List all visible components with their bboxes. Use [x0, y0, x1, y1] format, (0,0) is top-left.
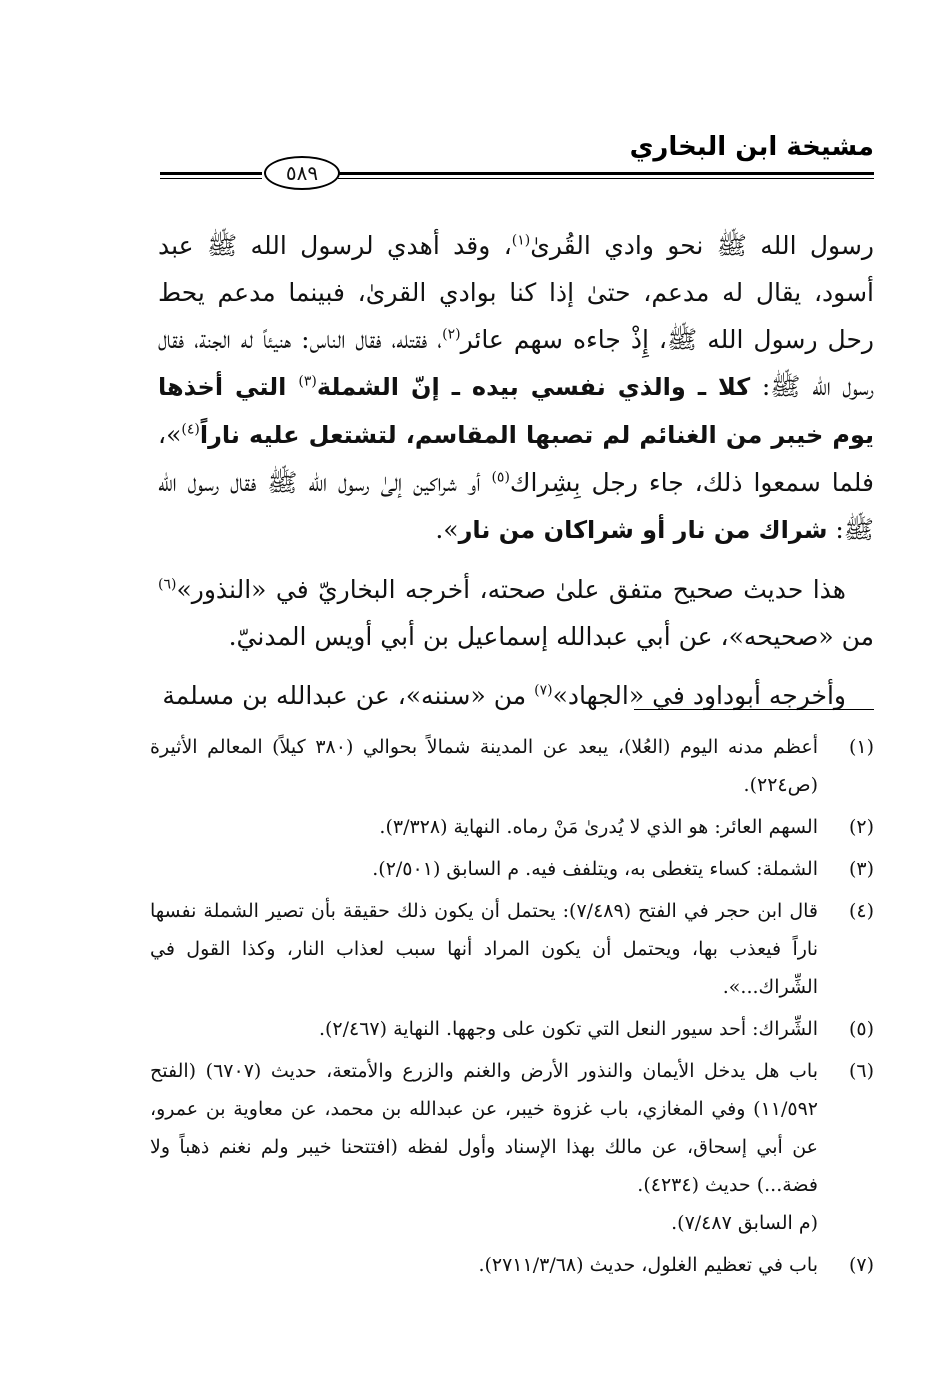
- footnote-ref-3: (٣): [298, 373, 317, 390]
- main-text: [158, 222, 874, 731]
- paragraph-2: [158, 566, 874, 660]
- bold-quote: شراك من نار أو شراكان من نار: [458, 516, 828, 544]
- footnote-ref-5: (٥): [491, 469, 510, 486]
- text-run: ، وقد أهدي لرسول الله ﷺ عبد أسود، يقال له مدعم، حتىٰ إذا كنا بوادي القرىٰ، فبينما مدعم يحط رحل رسول الله ﷺ، إِذْ جاءه سهم عائر: [158, 231, 874, 354]
- book-title: مشيخة ابن البخاري: [629, 132, 874, 162]
- footnote-text: الشِّراك: أحد سيور النعل التي تكون على وجهها. النهاية (٢/٤٦٧).: [318, 1018, 818, 1040]
- text-run: هذا حديث صحيح متفق علىٰ صحته، أخرجه البخاريّ في «النذور»: [176, 575, 846, 604]
- footnote-3: [150, 850, 874, 888]
- header-rule-right: [338, 172, 874, 175]
- footnote-number: (١): [848, 736, 874, 758]
- header-rule-left: [160, 172, 262, 175]
- footnote-separator: [634, 709, 874, 710]
- footnote-text: باب في تعظيم الغلول، حديث (٢٧١١/٣/٦٨).: [478, 1254, 818, 1276]
- footnote-number: (٢): [848, 816, 874, 838]
- text-run: من «صحيحه»، عن أبي عبدالله إسماعيل بن أبي أويس المدنيّ.: [228, 622, 874, 651]
- footnote-number: (٤): [848, 900, 874, 922]
- bold-quote: التي أخذها يوم خيبر من الغنائم لم تصبها المقاسم، لتشتعل عليه ناراً: [158, 373, 874, 449]
- footnote-number: (٣): [848, 858, 874, 880]
- footnote-number: (٧): [848, 1254, 874, 1276]
- text-run: ، فقتله، فقال الناس: هنيئاً له الجنة، فقال رسول الله ﷺ:: [158, 325, 874, 401]
- footnote-text: [150, 1052, 818, 1242]
- footnote-ref-2: (٢): [442, 326, 461, 343]
- text-run: ».: [435, 515, 459, 544]
- paragraph-1: [158, 222, 874, 554]
- footnote-ref-7: (٧): [534, 682, 553, 699]
- footnote-text: قال ابن حجر في الفتح (٧/٤٨٩): يحتمل أن يكون ذلك حقيقة بأن تصير الشملة نفسها ناراً فيعذب بها، ويحتمل أن يكون المراد أنها سبب لعذاب النار، وكذا القول في الشِّراك...».: [150, 900, 819, 998]
- footnote-ref-4: (٤): [181, 421, 200, 438]
- footnote-text: الشملة: كساء يتغطى به، ويتلفف فيه. م السابق (٢/٥٠١).: [372, 858, 818, 880]
- footnote-text: أعظم مدنه اليوم (العُلا)، يبعد عن المدينة شمالاً بحوالي (٣٨٠ كيلاً) المعالم الأثيرة (ص٢٢٤).: [150, 736, 818, 796]
- footnote-6: [150, 1052, 874, 1242]
- footnote-1: [150, 728, 874, 804]
- footnote-ref-1: (١): [511, 232, 531, 249]
- footnote-2: [150, 808, 874, 846]
- text-run: أو شراكين إلىٰ رسول الله ﷺ فقال رسول الله ﷺ:: [158, 468, 874, 544]
- footnotes: [150, 728, 874, 1288]
- footnote-text-main: باب هل يدخل الأيمان والنذور الأرض والغنم والزرع والأمتعة، حديث (٦٧٠٧) (الفتح ١١/٥٩٢) وفي المغازي، باب غزوة خيبر، عن عبدالله بن محمد، عن معاوية بن عمرو، عن أبي إسحاق، عن مالك بهذا الإسناد وأول لفظه (افتتحنا خيبر ولم نغنم ذهباً ولا فضة...) حديث (٤٢٣٤).: [150, 1060, 818, 1196]
- text-run: رسول الله ﷺ نحو وادي القُرىٰ: [530, 231, 874, 260]
- footnote-text-extra: (م السابق ٧/٤٨٧).: [671, 1212, 818, 1234]
- text-run: »، فلما سمعوا ذلك، جاء رجل بِشِراك: [158, 420, 875, 497]
- footnote-text: السهم العائر: هو الذي لا يُدرىٰ مَنْ رماه. النهاية (٣/٣٢٨).: [379, 816, 818, 838]
- footnote-7: [150, 1246, 874, 1284]
- paragraph-3: [158, 672, 874, 719]
- page-header: [160, 128, 874, 184]
- text-run: وأخرجه أبوداود في «الجهاد»: [552, 681, 846, 710]
- footnote-number: (٥): [848, 1018, 874, 1040]
- footnote-5: [150, 1010, 874, 1048]
- bold-quote: كلا ـ والذي نفسي بيده ـ إنّ الشملة: [316, 373, 751, 401]
- footnote-4: [150, 892, 874, 1006]
- footnote-ref-6: (٦): [158, 576, 177, 593]
- page-number: ٥٨٩: [264, 156, 340, 190]
- text-run: من «سننه»، عن عبدالله بن مسلمة: [162, 681, 535, 710]
- footnote-number: (٦): [848, 1060, 874, 1082]
